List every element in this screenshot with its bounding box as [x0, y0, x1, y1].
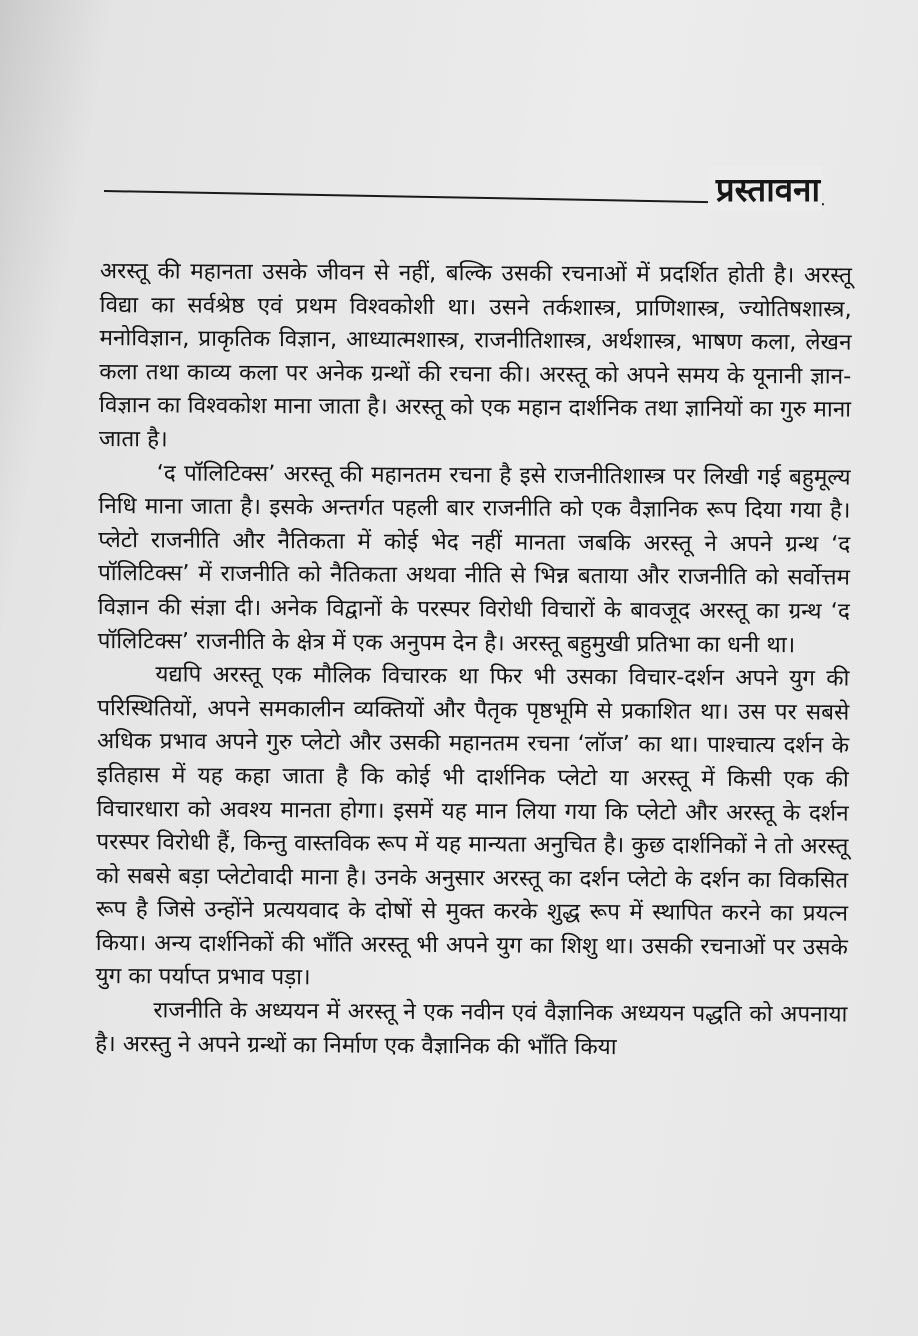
paragraph: राजनीति के अध्ययन में अरस्तू ने एक नवीन एवं वैज्ञानिक अध्ययन पद्धति को अपनाया है। अरस्तु ने अपने ग्रन्थों का निर्माण एक वैज्ञानिक की भाँति किया: [95, 997, 848, 1060]
chapter-heading-block: [104, 162, 826, 222]
paragraph: यद्यपि अरस्तू एक मौलिक विचारक था फिर भी उसका विचार-दर्शन अपने युग की परिस्थितियों, अपने समकालीन व्यक्तियों और पैतृक पृष्ठभूमि से प्रकाशित था। उस पर सबसे अधिक प्रभाव अपने गुरु प्लेटो और उसकी महानतम रचना ‘लॉज’ का था। पाश्चात्य दर्शन के इतिहास में यह कहा जाता है कि कोई भी दार्शनिक प्लेटो या अरस्तू में किसी एक की विचारधारा को अवश्य मानता होगा। इसमें यह मान लिया गया कि प्लेटो और अरस्तू के दर्शन परस्पर विरोधी हैं, किन्तु वास्तविक रूप में यह मान्यता अनुचित है। कुछ दार्शनिकों ने तो अरस्तू को सबसे बड़ा प्लेटोवादी माना है। उनके अनुसार अरस्तू का दर्शन प्लेटो के दर्शन का विकसित रूप है जिसे उन्होंने प्रत्ययवाद के दोषों से मुक्त करके शुद्ध रूप में स्थापित करने का प्रयत्न किया। अन्य दार्शनिकों की भाँति अरस्तू भी अपने युग का शिशु था। उसकी रचनाओं पर उसके युग का पर्याप्त प्रभाव पड़ा।: [95, 661, 850, 991]
chapter-title: प्रस्तावना: [708, 166, 822, 211]
paragraph: अरस्तू की महानता उसके जीवन से नहीं, बल्कि उसकी रचनाओं में प्रदर्शित होती है। अरस्तू विद्या का सर्वश्रेष्ठ एवं प्रथम विश्वकोशी था। उसने तर्कशास्त्र, प्राणिशास्त्र, ज्योतिषशास्त्र, मनोविज्ञान, प्राकृतिक विज्ञान, आध्यात्मशास्त्र, राजनीतिशास्त्र, अर्थशास्त्र, भाषण कला, लेखन कला तथा काव्य कला पर अनेक ग्रन्थों की रचना की। अरस्तू को अपने समय के यूनानी ज्ञान-विज्ञान का विश्वकोश माना जाता है। अरस्तू को एक महान दार्शनिक तथा ज्ञानियों का गुरु माना जाता है।: [98, 257, 852, 453]
body-text: [95, 255, 852, 1066]
paragraph: ‘द पॉलिटिक्स’ अरस्तू की महानतम रचना है इसे राजनीतिशास्त्र पर लिखी गई बहुमूल्य निधि माना जाता है। इसके अन्तर्गत पहली बार राजनीति को एक वैज्ञानिक रूप दिया गया है। प्लेटो राजनीति और नैतिकता में कोई भेद नहीं मानता जबकि अरस्तू ने अपने ग्रन्थ ‘द पॉलिटिक्स’ में राजनीति को नैतिकता अथवा नीति से भिन्न बताया और राजनीति को सर्वोत्तम विज्ञान की संज्ञा दी। अनेक विद्वानों के परस्पर विरोधी विचारों के बावजूद अरस्तू का ग्रन्थ ‘द पॉलिटिक्स’ राजनीति के क्षेत्र में एक अनुपम देन है। अरस्तू बहुमुखी प्रतिभा का धनी था।: [97, 459, 851, 658]
